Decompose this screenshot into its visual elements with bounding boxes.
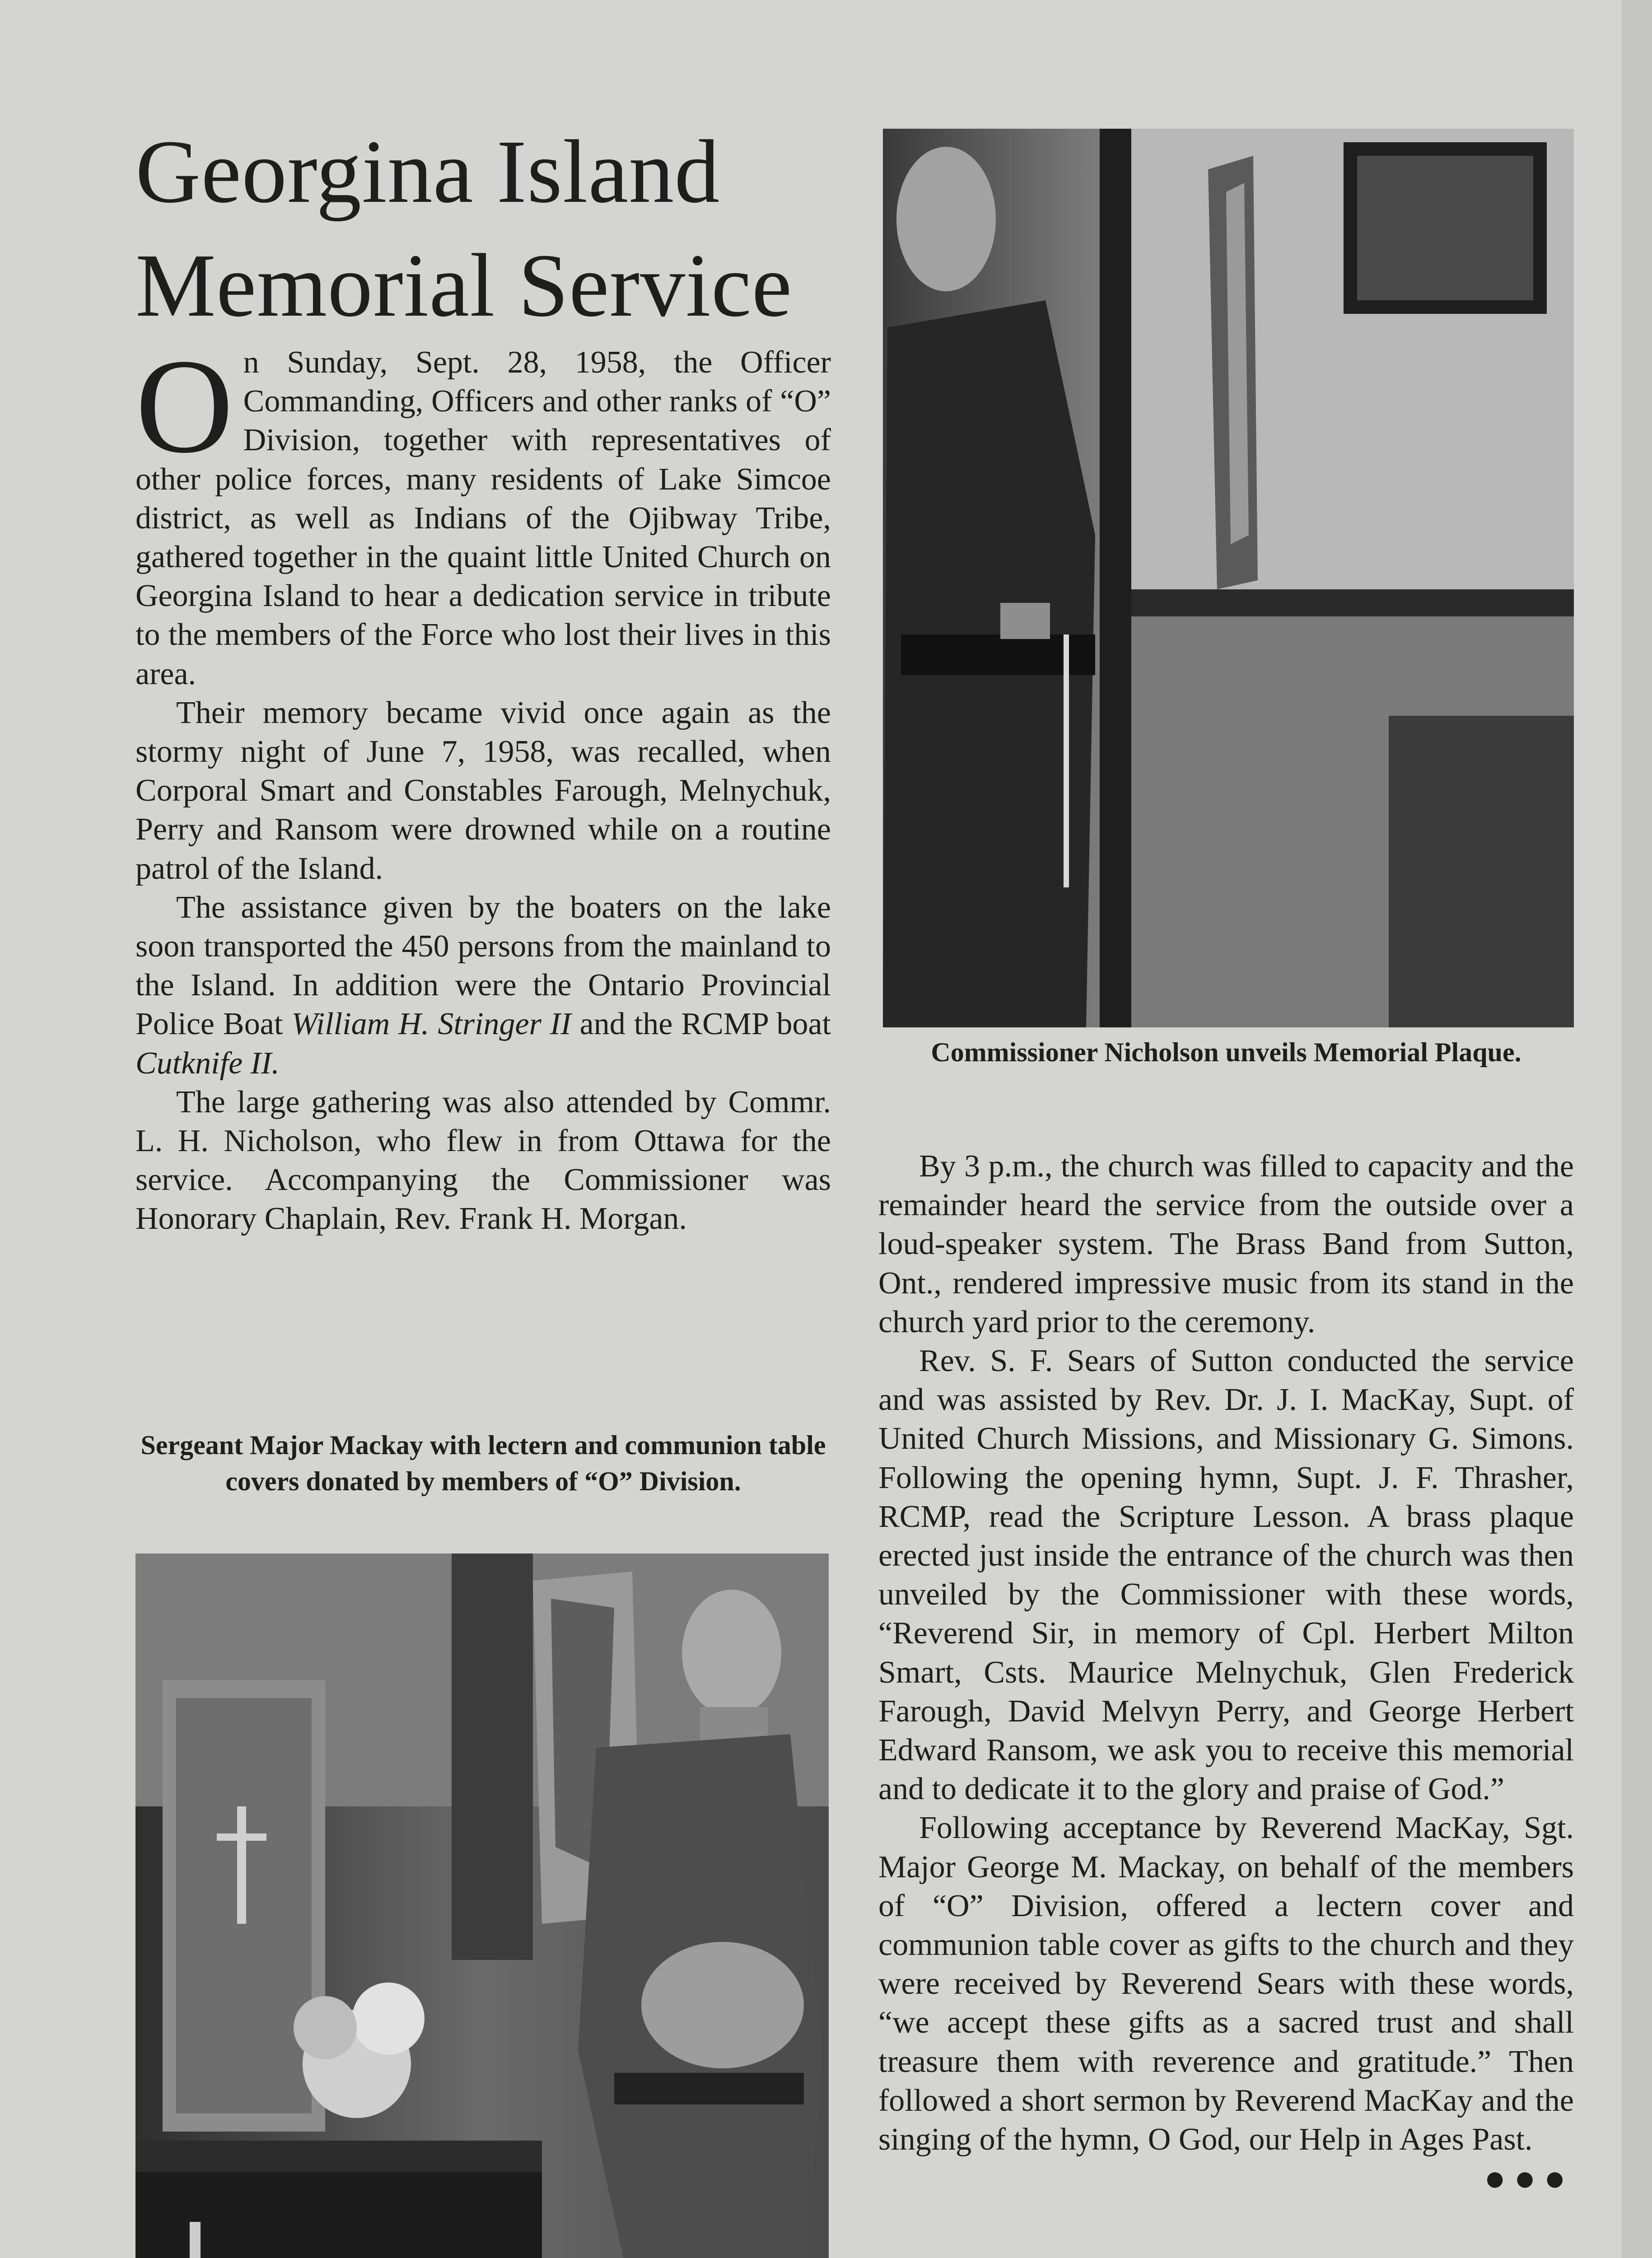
paragraph-4: The large gathering was also attended by Commr. L. H. Nicholson, who flew in from Ottawa for the service. Accompanying the Commissioner was Honorary Chaplain, Rev. Frank H. Morgan. (135, 1084, 831, 1236)
paragraph-7: Following acceptance by Reverend MacKay, Sgt. Major George M. Mackay, on behalf of the members of “O” Division, offered a lectern cover and communion table cover as gifts to the church and they were received by Reverend Sears with these words, “we accept these gifts as a sacred trust and shall treasure them with reverence and gratitude.” Then followed a short sermon by Reverend MacKay and the singing of the hymn, O God, our Help in Ages Past. ●●● (878, 1810, 1574, 2199)
right-column-text (878, 1147, 1574, 2198)
end-mark: ●●● (1484, 2159, 1574, 2199)
right-photo-caption: Commissioner Nicholson unveils Memorial Plaque. (931, 1037, 1521, 1067)
paragraph-2: Their memory became vivid once again as the stormy night of June 7, 1958, was recalled, when Corporal Smart and Constables Farough, Melnychuk, Perry and Ransom were drowned while on a routine patrol of the Island. (135, 695, 831, 886)
commissioner-photo-image (883, 129, 1574, 1027)
boat-name-2: Cutknife II. (135, 1045, 280, 1081)
paragraph-3: The assistance given by the boaters on the lake soon transported the 450 persons from the mainland to the Island. In addition were the Ontario Provincial Police Boat William H. Stringer II and the RCMP boat Cutknife II. (135, 890, 831, 1081)
paragraph-1-text: n Sunday, Sept. 28, 1958, the Officer Commanding, Officers and other ranks of “O” Division, together with representatives of other police forces, many residents of Lake Simcoe district, as well as Indians of the Ojibway Tribe, gathered together in the quaint little United Church on Georgina Island to hear a dedication service in tribute to the members of the Force who lost their lives in this area. (135, 345, 831, 691)
left-column-text (135, 331, 831, 1239)
commissioner-photo (883, 129, 1574, 1027)
boat-name-1: William H. Stringer II (291, 1007, 571, 1042)
drop-cap: O (135, 331, 233, 481)
paragraph-1 (135, 331, 831, 694)
title-line-1: Georgina Island (135, 122, 720, 222)
paragraph-5: By 3 p.m., the church was filled to capacity and the remainder heard the service from the outside over a loud-speaker system. The Brass Band from Sutton, Ont., rendered impressive music from its stand in the church yard prior to the ceremony. (878, 1149, 1574, 1339)
page-edge (1621, 0, 1652, 2258)
left-photo-caption: Sergeant Major Mackay with lectern and communion table covers donated by members of “O” Division. (140, 1430, 826, 1496)
title-line-2: Memorial Service (135, 236, 793, 336)
paragraph-6: Rev. S. F. Sears of Sutton conducted the service and was assisted by Rev. Dr. J. I. MacKay, Supt. of United Church Missions, and Missionary G. Simons. Following the opening hymn, Supt. J. F. Thrasher, RCMP, read the Scripture Lesson. A brass plaque erected just inside the entrance of the church was then unveiled by the Commissioner with these words, “Reverend Sir, in memory of Cpl. Herbert Milton Smart, Csts. Maurice Melnychuk, Glen Frederick Farough, David Melvyn Perry, and George Herbert Edward Ransom, we ask you to receive this memorial and to dedicate it to the glory and praise of God.” (878, 1344, 1574, 1807)
article-title (135, 115, 881, 343)
sergeant-major-photo (135, 1554, 829, 2258)
sergeant-major-photo-image (135, 1554, 829, 2258)
